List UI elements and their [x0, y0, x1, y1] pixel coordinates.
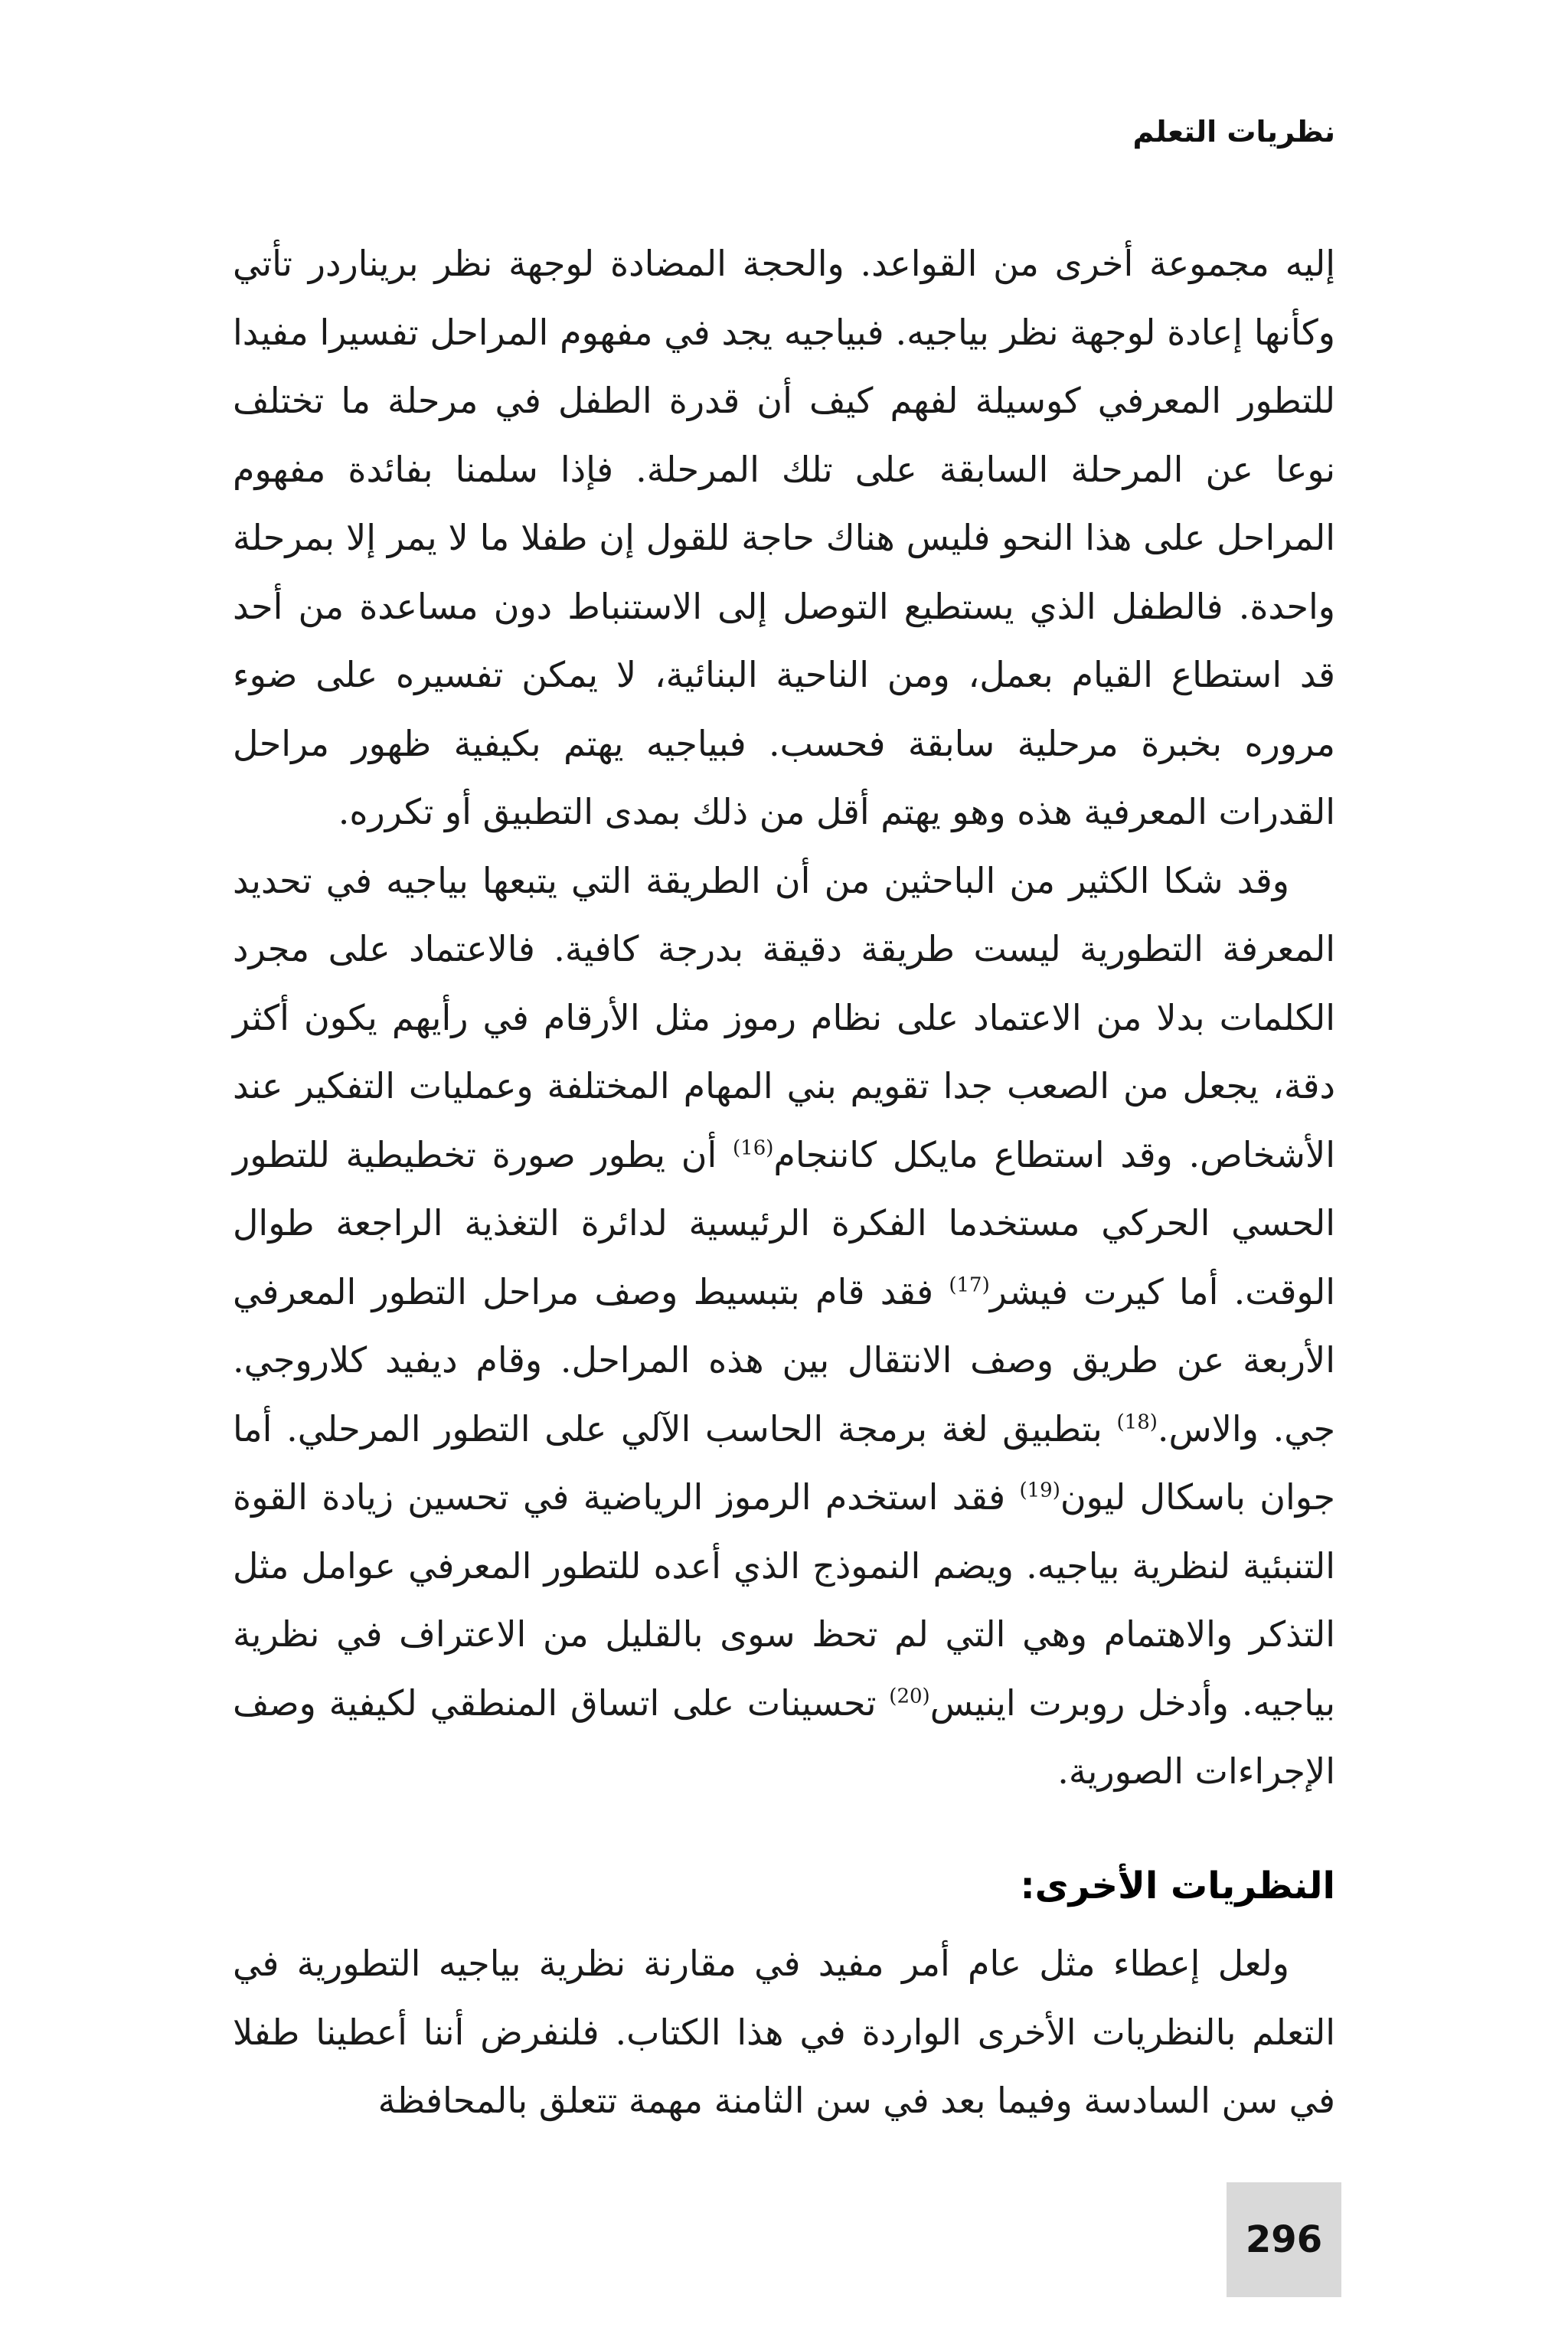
paragraph-2-part-4: بتطبيق لغة برمجة الحاسب الآلي على التطور المرحلي. أما جوان باسكال ليون [233, 1407, 1335, 1518]
paragraph-1: إليه مجموعة أخرى من القواعد. والحجة المضادة لوجهة نظر بريناردر تأتي وكأنها إعادة لوجهة نظر بياجيه. فبياجيه يجد في مفهوم المراحل تفسيرا مفيدا للتطور المعرفي كوسيلة لفهم كيف أن قدرة الطفل في مرحلة ما تختلف نوعا عن المرحلة السابقة على تلك المرحلة. فإذا سلمنا بفائدة مفهوم المراحل على هذا النحو فليس هناك حاجة للقول إن طفلا ما لا يمر إلا بمرحلة واحدة. فالطفل الذي يستطيع التوصل إلى الاستنباط دون مساعدة من أحد قد استطاع القيام بعمل، ومن الناحية البنائية، لا يمكن تفسيره على ضوء مروره بخبرة مرحلية سابقة فحسب. فبياجيه يهتم بكيفية ظهور مراحل القدرات المعرفية هذه وهو يهتم أقل من ذلك بمدى التطبيق أو تكرره. [233, 243, 1336, 832]
paragraph-2-part-5: فقد استخدم الرموز الرياضية في تحسين زيادة القوة التنبئية لنظرية بياجيه. ويضم النموذج الذي أعده للتطور المعرفي عوامل مثل التذكر والاهتمام وهي التي لم تحظ سوى بالقليل من الاعتراف في نظرية بياجيه. وأدخل روبرت اينيس [233, 1476, 1335, 1724]
paragraph-2-part-2: أن يطور صورة تخطيطية للتطور الحسي الحركي مستخدما الفكرة الرئيسية لدائرة التغذية الراجعة طوال الوقت. أما كيرت فيشر [233, 1133, 1335, 1312]
section-text [233, 1930, 1335, 2136]
page-number: 296 [1245, 2218, 1323, 2261]
section-paragraph-1: ولعل إعطاء مثل عام أمر مفيد في مقارنة نظرية بياجيه التطورية في التعلم بالنظريات الأخرى الواردة في هذا الكتاب. فلنفرض أننا أعطينا طفلا في سن السادسة وفيما بعد في سن الثامنة مهمة تتعلق بالمحافظة [233, 1943, 1335, 2121]
section-heading: النظريات الأخرى: [1020, 1865, 1335, 1907]
footnote-marker-16[interactable]: (16) [733, 1136, 774, 1160]
paragraph-2 [233, 847, 1335, 1806]
paragraph-2-part-6: تحسينات على اتساق المنطقي لكيفية وصف الإجراءات الصورية. [233, 1682, 1335, 1792]
page-number-box [1227, 2182, 1341, 2297]
footnote-marker-19[interactable]: (19) [1019, 1479, 1060, 1502]
running-title: نظريات التعلم [1132, 115, 1335, 149]
footnote-marker-20[interactable]: (20) [889, 1685, 930, 1708]
footnote-marker-17[interactable]: (17) [949, 1273, 990, 1297]
paragraph-2-part-1: وقد شكا الكثير من الباحثين من أن الطريقة التي يتبعها بياجيه في تحديد المعرفة التطورية ليست طريقة دقيقة بدرجة كافية. فالاعتماد على مجرد الكلمات بدلا من الاعتماد على نظام رموز مثل الأرقام في رأيهم يكون أكثر دقة، يجعل من الصعب جدا تقويم بني المهام المختلفة وعمليات التفكير عند الأشخاص. وقد استطاع مايكل كاننجام [233, 859, 1335, 1175]
footnote-marker-18[interactable]: (18) [1116, 1410, 1158, 1434]
main-text [233, 230, 1335, 1806]
paragraph-2-part-3: فقد قام بتبسيط وصف مراحل التطور المعرفي الأربعة عن طريق وصف الانتقال بين هذه المراحل. وقام ديفيد كلاروجي. جي. والاس. [233, 1270, 1335, 1450]
